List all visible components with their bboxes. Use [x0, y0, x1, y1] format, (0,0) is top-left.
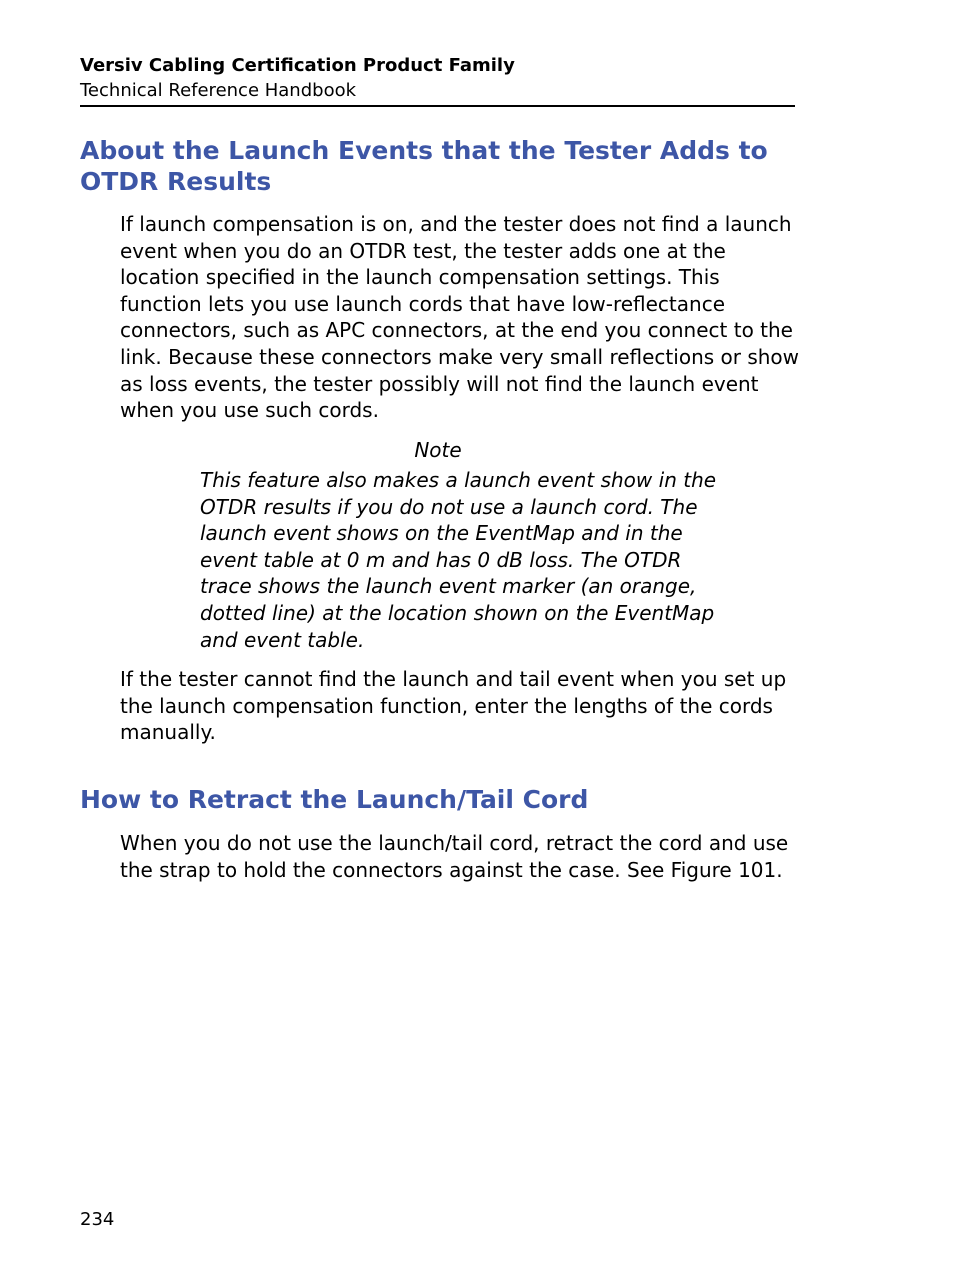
note-title: Note [414, 438, 462, 462]
header-product-title: Versiv Cabling Certification Product Family [80, 55, 515, 76]
header-subtitle: Technical Reference Handbook [80, 80, 357, 101]
paragraph-retract-cord: When you do not use the launch/tail cord, retract the cord and use the strap to hold the connectors against the case. See Figure 101. [120, 831, 789, 882]
paragraph-launch-compensation: If launch compensation is on, and the tester does not find a launch event when you do an OTDR test, the tester adds one at the location specified in the launch compensation settings. This function lets you use launch cords that have low-reflectance connectors, such as APC connectors, at the end you connect to the link. Because these connectors make very small reflections or show as loss events, the tester possibly will not find the launch event when you use such cords. [120, 212, 800, 423]
section-heading-retract-cord: How to Retract the Launch/Tail Cord [80, 785, 589, 814]
paragraph-manual-lengths: If the tester cannot find the launch and tail event when you set up the launch compensation function, enter the lengths of the cords manually. [120, 667, 787, 745]
section-heading-launch-events: About the Launch Events that the Tester Adds to OTDR Results [80, 136, 768, 196]
page-number: 234 [80, 1209, 115, 1230]
running-header [80, 53, 795, 107]
note-body: This feature also makes a launch event show in the OTDR results if you do not use a launch cord. The launch event shows on the EventMap and in the event table at 0 m and has 0 dB loss. The OTDR trace shows the launch event marker (an orange, dotted line) at the location shown on the EventMap and event table. [200, 468, 717, 652]
